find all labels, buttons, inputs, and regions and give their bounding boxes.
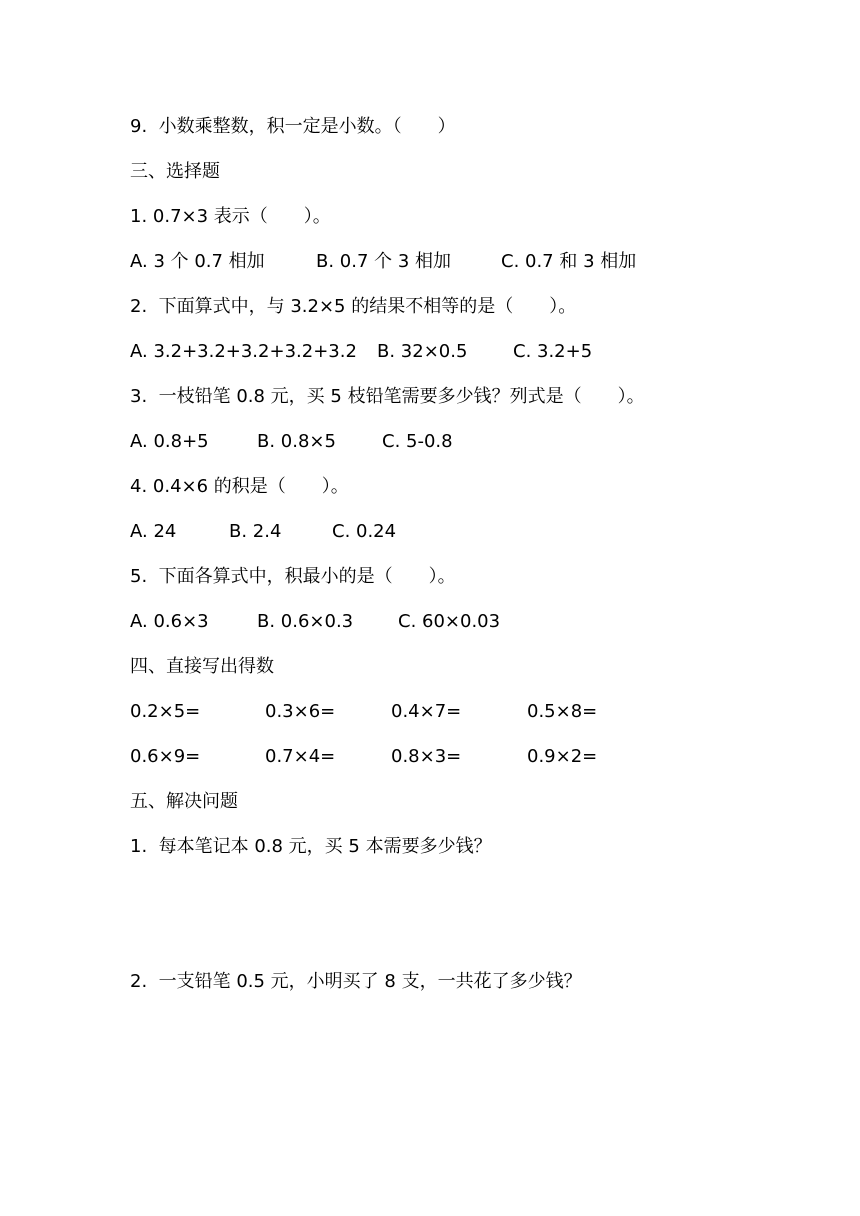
direct-item: 0.3×6= — [265, 701, 336, 722]
direct-item: 0.8×3= — [391, 746, 462, 767]
choice-2-option-b: B. 32×0.5 — [377, 341, 468, 362]
choice-2-option-c: C. 3.2+5 — [513, 341, 593, 362]
choice-1-option-a: A. 3 个 0.7 相加 — [130, 251, 265, 272]
direct-item: 0.9×2= — [527, 746, 598, 767]
choice-question-4: 4. 0.4×6 的积是（ ）。 — [130, 476, 349, 497]
solve-problem-1: 1. 每本笔记本 0.8 元，买 5 本需要多少钱？ — [130, 836, 492, 857]
choice-question-2: 2. 下面算式中，与 3.2×5 的结果不相等的是（ ）。 — [130, 296, 577, 317]
choice-5-option-a: A. 0.6×3 — [130, 611, 209, 632]
choice-3-option-b: B. 0.8×5 — [257, 431, 336, 452]
choice-3-option-a: A. 0.8+5 — [130, 431, 209, 452]
choice-2-option-a: A. 3.2+3.2+3.2+3.2+3.2 — [130, 341, 357, 362]
direct-item: 0.4×7= — [391, 701, 462, 722]
direct-item: 0.6×9= — [130, 746, 201, 767]
choice-3-option-c: C. 5-0.8 — [382, 431, 453, 452]
choice-question-5: 5. 下面各算式中，积最小的是（ ）。 — [130, 566, 456, 587]
section-title-solve: 五、解决问题 — [130, 791, 238, 812]
direct-item: 0.5×8= — [527, 701, 598, 722]
choice-1-option-c: C. 0.7 和 3 相加 — [501, 251, 637, 272]
choice-1-option-b: B. 0.7 个 3 相加 — [316, 251, 452, 272]
section-title-choice: 三、选择题 — [130, 161, 220, 182]
choice-4-option-b: B. 2.4 — [229, 521, 282, 542]
judge-question-9: 9. 小数乘整数，积一定是小数。（ ） — [130, 116, 456, 137]
choice-4-option-c: C. 0.24 — [332, 521, 397, 542]
choice-question-1: 1. 0.7×3 表示（ ）。 — [130, 206, 331, 227]
choice-4-option-a: A. 24 — [130, 521, 177, 542]
direct-item: 0.2×5= — [130, 701, 201, 722]
choice-5-option-b: B. 0.6×0.3 — [257, 611, 354, 632]
choice-5-option-c: C. 60×0.03 — [398, 611, 501, 632]
direct-item: 0.7×4= — [265, 746, 336, 767]
section-title-direct: 四、直接写出得数 — [130, 656, 274, 677]
solve-problem-2: 2. 一支铅笔 0.5 元，小明买了 8 支，一共花了多少钱？ — [130, 971, 582, 992]
choice-question-3: 3. 一枝铅笔 0.8 元，买 5 枝铅笔需要多少钱？列式是（ ）。 — [130, 386, 645, 407]
